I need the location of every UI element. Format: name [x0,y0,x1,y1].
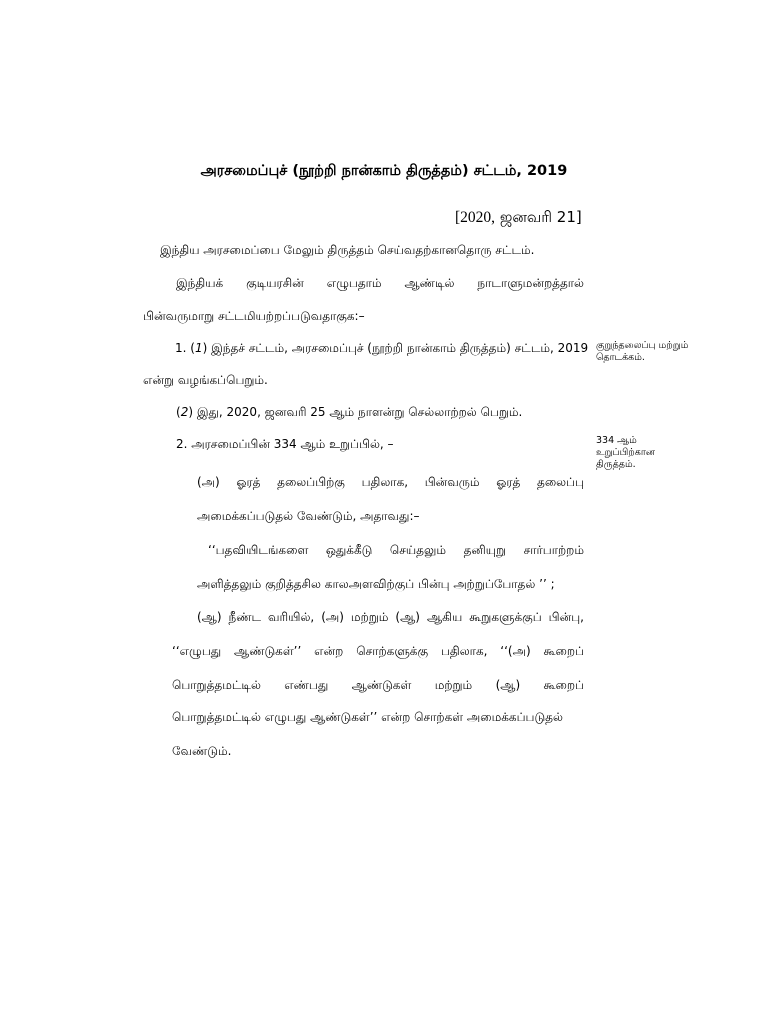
act-date-year: [2020, [455,209,496,226]
section-2-line: 2. அரசமைப்பின் 334 ஆம் உறுப்பில், – [176,437,394,451]
clause-b-line-4: பொறுத்தமட்டில் எழுபது ஆண்டுகள்’’ என்ற சொற்கள் அமைக்கப்படுதல் [172,710,563,724]
clause-b-line-5: வேண்டும். [172,744,232,758]
margin-note-2-line-1: 334 ஆம் [596,435,637,446]
section-1-number: 1. ( [175,341,195,355]
clause-b-line-3: பொறுத்தமட்டில் எண்பது ஆண்டுகள் மற்றும் (ஆ) கூறைப் [172,678,584,692]
section-1-2-open-paren: ( [176,405,181,419]
preamble: இந்திய அரசமைப்பை மேலும் திருத்தம் செய்வதற்கானதொரு சட்டம். [160,243,535,257]
margin-note-2 [596,435,655,471]
enacting-formula-line-2: பின்வருமாறு சட்டமியற்றப்படுவதாகுக:– [143,309,365,323]
margin-note-1 [596,340,688,364]
section-1-line-1 [175,340,588,356]
clause-a-line-2: அமைக்கப்படுதல் வேண்டும், அதாவது:– [197,509,420,523]
section-1-subsection-2: 2 [180,405,189,419]
act-date [455,208,582,227]
enacting-formula-line-1: இந்தியக் குடியரசின் எழுபதாம் ஆண்டில் நாடாளுமன்றத்தால் [176,276,584,290]
section-1-text: ) இந்தச் சட்டம், அரசமைப்புச் (நூற்றி நான்காம் திருத்தம்) சட்டம், 2019 [202,341,589,355]
quote-line-1: ‘‘பதவியிடங்களை ஒதுக்கீடு செய்தலும் தனியுறு சார்பாற்றம் [208,543,584,557]
quote-line-2: அளித்தலும் குறித்தசில காலஅளவிற்குப் பின்பு அற்றுப்போதல் ’’ ; [197,577,555,591]
margin-note-2-line-2: உறுப்பிற்கான [596,447,656,458]
clause-b-line-1: (ஆ) நீண்ட வரியில், (அ) மற்றும் (ஆ) ஆகிய கூறுகளுக்குப் பின்பு, [197,610,584,624]
clause-a-line-1: (அ) ஓரத் தலைப்பிற்கு பதிலாக, பின்வரும் ஓரத் தலைப்பு [197,475,584,489]
section-1-2-text: ) இது, 2020, ஜனவரி 25 ஆம் நாளன்று செல்லாற்றல் பெறும். [188,405,523,419]
margin-note-1-line-2: தொடக்கம். [596,352,645,363]
clause-b-line-2: ‘‘எழுபது ஆண்டுகள்’’ என்ற சொற்களுக்கு பதிலாக, ‘‘(அ) கூறைப் [172,644,584,658]
margin-note-2-line-3: திருத்தம். [596,459,636,470]
section-1-subsection-2-line [176,404,522,420]
section-1-line-2: என்று வழங்கப்பெறும். [143,373,268,387]
act-title: அரசமைப்புச் (நூற்றி நான்காம் திருத்தம்) சட்டம், 2019 [200,163,568,179]
act-date-month-day: ஜனவரி 21] [499,208,582,226]
section-1-subsection-1: 1 [194,341,203,355]
margin-note-1-line-1: குறுந்தலைப்பு மற்றும் [596,340,689,351]
